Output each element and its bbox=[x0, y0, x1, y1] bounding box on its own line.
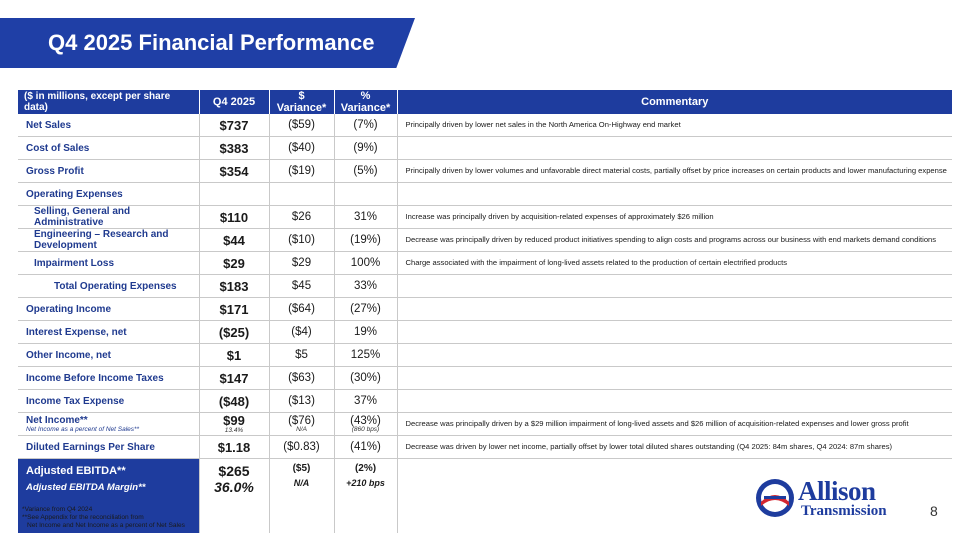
footnote-appendix-cont: Net Income and Net Income as a percent of Net Sales bbox=[27, 522, 185, 530]
row-label: Net Income** bbox=[26, 415, 88, 426]
q4-value-cell bbox=[199, 413, 269, 436]
logo-name-line1: Allison bbox=[798, 476, 876, 506]
q4-value: $110 bbox=[199, 206, 269, 229]
pct-variance: (9%) bbox=[334, 137, 397, 160]
q4-value bbox=[199, 183, 269, 206]
dollar-variance: ($76) bbox=[288, 414, 315, 427]
table-row bbox=[18, 390, 952, 413]
table-row bbox=[18, 229, 952, 252]
q4-value: $1 bbox=[199, 344, 269, 367]
commentary bbox=[397, 390, 952, 413]
commentary: Decrease was principally driven by reduced product initiatives spending to align costs and programs across our business with end markets demand conditions bbox=[397, 229, 952, 252]
table-row bbox=[18, 436, 952, 459]
ebitda-margin-bps-variance: +210 bps bbox=[346, 478, 385, 488]
ebitda-pct-variance: (2%) bbox=[354, 463, 377, 474]
footnote-variance: *Variance from Q4 2024 bbox=[22, 506, 93, 513]
dollar-variance: ($59) bbox=[269, 114, 334, 137]
commentary bbox=[397, 367, 952, 390]
commentary: Increase was principally driven by acquisition-related expenses of approximately $26 million bbox=[397, 206, 952, 229]
q4-value: ($48) bbox=[199, 390, 269, 413]
pct-variance: 37% bbox=[334, 390, 397, 413]
dollar-variance-cell bbox=[269, 413, 334, 436]
header-q4: Q4 2025 bbox=[199, 90, 269, 114]
dollar-variance bbox=[269, 183, 334, 206]
row-label: Engineering – Research and Development bbox=[18, 229, 199, 252]
footnote-appendix: **See Appendix for the reconciliation from bbox=[22, 514, 144, 522]
pct-variance: 31% bbox=[334, 206, 397, 229]
q4-value: $383 bbox=[199, 137, 269, 160]
row-label: Income Before Income Taxes bbox=[18, 367, 199, 390]
commentary bbox=[397, 275, 952, 298]
row-sublabel: Net Income as a percent of Net Sales** bbox=[26, 426, 140, 433]
table-row bbox=[18, 413, 952, 436]
commentary: Principally driven by lower volumes and unfavorable direct material costs, partially offset by price increases on certain products and lower manufacturing expense bbox=[397, 160, 952, 183]
row-label: Net Sales bbox=[18, 114, 199, 137]
ebitda-dollar-variance: ($5) bbox=[292, 463, 311, 474]
q4-value: $44 bbox=[199, 229, 269, 252]
q4-subvalue: 13.4% bbox=[224, 427, 244, 435]
commentary: Charge associated with the impairment of long-lived assets related to the production of certain electrified products bbox=[397, 252, 952, 275]
logo-name-line2: Transmission bbox=[801, 503, 887, 519]
table-header-row bbox=[18, 90, 952, 114]
row-label-cell bbox=[18, 413, 199, 436]
page-number: 8 bbox=[930, 503, 938, 519]
ebitda-q4-cell bbox=[199, 459, 269, 534]
pct-variance: 125% bbox=[334, 344, 397, 367]
ebitda-margin-dollar-variance: N/A bbox=[293, 478, 310, 488]
table-row bbox=[18, 344, 952, 367]
table-row bbox=[18, 206, 952, 229]
row-label: Interest Expense, net bbox=[18, 321, 199, 344]
pct-variance: (41%) bbox=[334, 436, 397, 459]
allison-logo-icon bbox=[755, 478, 795, 518]
pct-variance: 33% bbox=[334, 275, 397, 298]
dollar-variance: ($19) bbox=[269, 160, 334, 183]
row-label: Cost of Sales bbox=[18, 137, 199, 160]
q4-value: $29 bbox=[199, 252, 269, 275]
dollar-variance: ($40) bbox=[269, 137, 334, 160]
q4-value: $737 bbox=[199, 114, 269, 137]
commentary: Principally driven by lower net sales in the North America On-Highway end market bbox=[397, 114, 952, 137]
table-row bbox=[18, 367, 952, 390]
commentary bbox=[397, 298, 952, 321]
dollar-variance: ($64) bbox=[269, 298, 334, 321]
header-commentary: Commentary bbox=[397, 90, 952, 114]
table-row bbox=[18, 321, 952, 344]
dollar-variance: $26 bbox=[269, 206, 334, 229]
ebitda-pct-variance-cell bbox=[334, 459, 397, 534]
header-dollar-variance: $ Variance* bbox=[269, 90, 334, 114]
pct-variance: (43%) bbox=[350, 414, 381, 427]
pct-variance-sub: (860 bps) bbox=[351, 425, 380, 433]
dollar-variance: $5 bbox=[269, 344, 334, 367]
table-row bbox=[18, 275, 952, 298]
commentary bbox=[397, 344, 952, 367]
q4-value: $171 bbox=[199, 298, 269, 321]
ebitda-label: Adjusted EBITDA** bbox=[26, 465, 126, 477]
ebitda-margin-label: Adjusted EBITDA Margin** bbox=[26, 482, 146, 493]
pct-variance-cell bbox=[334, 413, 397, 436]
q4-value: $99 bbox=[223, 413, 245, 429]
dollar-variance: $45 bbox=[269, 275, 334, 298]
row-label: Selling, General and Administrative bbox=[18, 206, 199, 229]
q4-value: $147 bbox=[199, 367, 269, 390]
pct-variance: (19%) bbox=[334, 229, 397, 252]
q4-value: $183 bbox=[199, 275, 269, 298]
financial-table bbox=[18, 90, 952, 533]
row-label: Impairment Loss bbox=[18, 252, 199, 275]
dollar-variance: $29 bbox=[269, 252, 334, 275]
header-metric: ($ in millions, except per share data) bbox=[18, 90, 199, 114]
table-row bbox=[18, 183, 952, 206]
pct-variance bbox=[334, 183, 397, 206]
dollar-variance: ($10) bbox=[269, 229, 334, 252]
dollar-variance: ($0.83) bbox=[269, 436, 334, 459]
q4-value: $354 bbox=[199, 160, 269, 183]
pct-variance: (5%) bbox=[334, 160, 397, 183]
pct-variance: (7%) bbox=[334, 114, 397, 137]
pct-variance: 19% bbox=[334, 321, 397, 344]
q4-value: ($25) bbox=[199, 321, 269, 344]
commentary bbox=[397, 137, 952, 160]
page-title: Q4 2025 Financial Performance bbox=[48, 30, 375, 55]
table-row bbox=[18, 298, 952, 321]
table-row bbox=[18, 114, 952, 137]
row-label: Operating Income bbox=[18, 298, 199, 321]
commentary: Decrease was driven by lower net income, partially offset by lower total diluted shares outstanding (Q4 2025: 84m shares, Q4 2024: 87m shares) bbox=[397, 436, 952, 459]
q4-value: $1.18 bbox=[199, 436, 269, 459]
table-row bbox=[18, 160, 952, 183]
dollar-variance-sub: N/A bbox=[296, 425, 307, 433]
header-pct-variance: % Variance* bbox=[334, 90, 397, 114]
table-row bbox=[18, 137, 952, 160]
commentary: Decrease was principally driven by a $29 million impairment of long-lived assets and $26 million of acquisition-related expenses and lower gross profit bbox=[397, 413, 952, 436]
footnotes bbox=[22, 506, 202, 531]
row-label: Other Income, net bbox=[18, 344, 199, 367]
row-label: Diluted Earnings Per Share bbox=[18, 436, 199, 459]
ebitda-margin-value: 36.0% bbox=[214, 479, 254, 495]
ebitda-dollar-variance-cell bbox=[269, 459, 334, 534]
table-row bbox=[18, 252, 952, 275]
row-label: Gross Profit bbox=[18, 160, 199, 183]
ebitda-q4-value: $265 bbox=[218, 463, 250, 479]
row-label: Operating Expenses bbox=[18, 183, 199, 206]
row-label: Total Operating Expenses bbox=[18, 275, 199, 298]
row-label: Income Tax Expense bbox=[18, 390, 199, 413]
pct-variance: 100% bbox=[334, 252, 397, 275]
commentary bbox=[397, 321, 952, 344]
dollar-variance: ($4) bbox=[269, 321, 334, 344]
dollar-variance: ($13) bbox=[269, 390, 334, 413]
dollar-variance: ($63) bbox=[269, 367, 334, 390]
commentary bbox=[397, 183, 952, 206]
pct-variance: (27%) bbox=[334, 298, 397, 321]
pct-variance: (30%) bbox=[334, 367, 397, 390]
